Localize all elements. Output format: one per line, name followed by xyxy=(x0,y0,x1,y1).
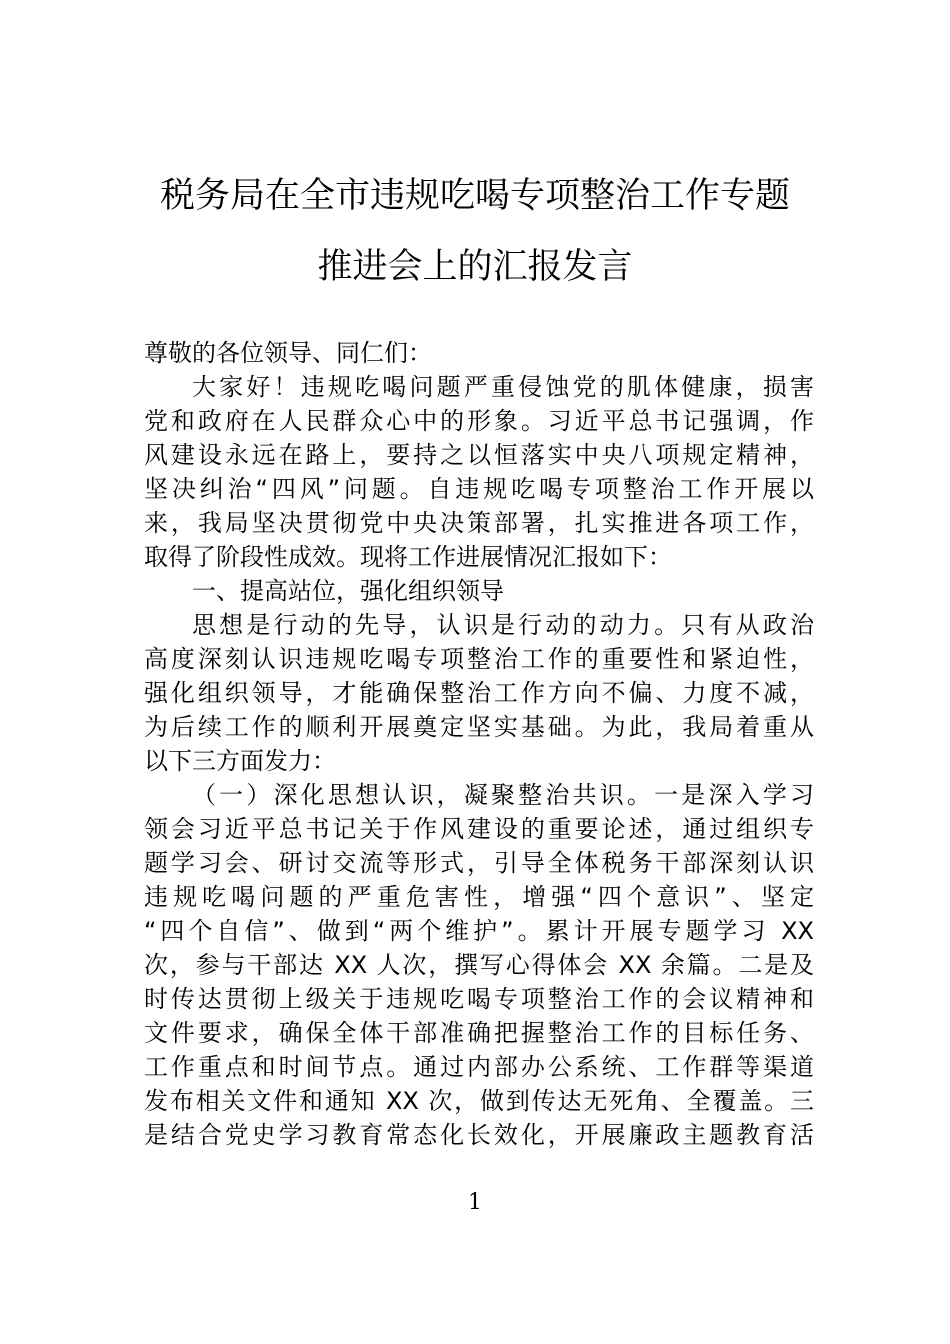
document-title-line-2: 推进会上的汇报发言 xyxy=(317,247,633,287)
body-line: “四个自信”、做到“两个维护”。累计开展专题学习 XX xyxy=(144,917,814,945)
body-line: （一）深化思想认识，凝聚整治共识。一是深入学习 xyxy=(192,781,814,809)
body-line: 发布相关文件和通知 XX 次，做到传达无死角、全覆盖。三 xyxy=(144,1087,814,1115)
body-line: 党和政府在人民群众心中的形象。习近平总书记强调，作 xyxy=(144,407,814,435)
body-line: 大家好！违规吃喝问题严重侵蚀党的肌体健康，损害 xyxy=(192,373,814,401)
body-line: 尊敬的各位领导、同仁们： xyxy=(144,339,432,367)
body-line: 坚决纠治“四风”问题。自违规吃喝专项整治工作开展以 xyxy=(144,475,814,503)
body-line: 次，参与干部达 XX 人次，撰写心得体会 XX 余篇。二是及 xyxy=(144,951,814,979)
section-heading: 一、提高站位，强化组织领导 xyxy=(192,577,504,605)
body-line: 来，我局坚决贯彻党中央决策部署，扎实推进各项工作， xyxy=(144,509,814,537)
document-body xyxy=(144,336,814,1152)
body-line: 工作重点和时间节点。通过内部办公系统、工作群等渠道 xyxy=(144,1053,814,1081)
document-title-line-1: 税务局在全市违规吃喝专项整治工作专题 xyxy=(159,176,790,216)
body-line: 领会习近平总书记关于作风建设的重要论述，通过组织专 xyxy=(144,815,814,843)
body-line: 是结合党史学习教育常态化长效化，开展廉政主题教育活 xyxy=(144,1121,814,1149)
body-line: 取得了阶段性成效。现将工作进展情况汇报如下： xyxy=(144,543,672,571)
body-line: 强化组织领导，才能确保整治工作方向不偏、力度不减， xyxy=(144,679,814,707)
body-line: 思想是行动的先导，认识是行动的动力。只有从政治 xyxy=(192,611,814,639)
body-line: 风建设永远在路上，要持之以恒落实中央八项规定精神， xyxy=(144,441,814,469)
body-line: 时传达贯彻上级关于违规吃喝专项整治工作的会议精神和 xyxy=(144,985,814,1013)
body-line: 违规吃喝问题的严重危害性，增强“四个意识”、坚定 xyxy=(144,883,814,911)
page-number: 1 xyxy=(468,1190,482,1215)
body-line: 以下三方面发力： xyxy=(144,747,336,775)
body-line: 高度深刻认识违规吃喝专项整治工作的重要性和紧迫性， xyxy=(144,645,814,673)
body-line: 题学习会、研讨交流等形式，引导全体税务干部深刻认识 xyxy=(144,849,814,877)
body-line: 为后续工作的顺利开展奠定坚实基础。为此，我局着重从 xyxy=(144,713,814,741)
body-line: 文件要求，确保全体干部准确把握整治工作的目标任务、 xyxy=(144,1019,814,1047)
